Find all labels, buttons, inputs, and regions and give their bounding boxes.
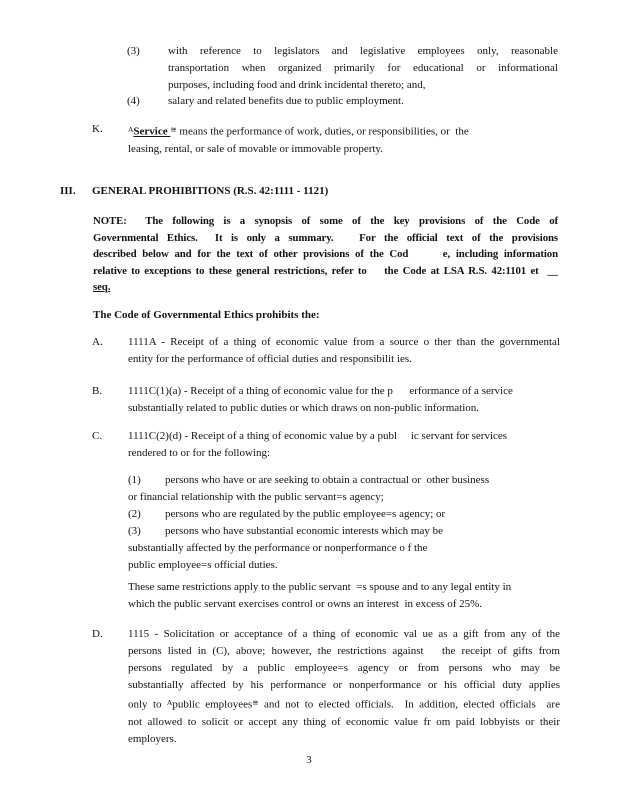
text-run: which the public servant exercises control or owns an interest in excess of 25%. [128,598,483,610]
text-run: entity for the performance of official duties and responsibilit ies. [128,353,412,365]
item-c-spouse-note [128,579,560,613]
text-run: substantially affected by the performance or nonperformance o f the [128,542,428,554]
text-run: (1) [128,474,141,486]
text-run: not allowed to solicit or accept any thing of economic value fr om paid lobbyists or their [128,715,560,728]
text-run: persons listed in (C), above; however, the restrictions against the receipt of gifts from [128,645,560,657]
text-line [128,557,560,574]
section-iii-numeral: III. [60,185,76,197]
item-c-text [128,428,560,462]
text-line [128,383,560,400]
text-run: __ [547,264,558,277]
prohibition-item-d [92,626,560,748]
text-line [128,643,560,660]
prohibits-text: The Code of Governmental Ethics prohibits the: [93,309,320,321]
text-line [128,596,560,613]
text-line [93,213,558,230]
item-c-label: C. [92,430,103,442]
text-run: salary and related benefits due to public employment. [168,95,404,107]
text-line [128,351,560,368]
text-line [93,246,558,263]
text-run: leasing, rental, or sale of movable or immovable property. [128,142,383,155]
item-d-label: D. [92,628,103,640]
text-run: public employee=s official duties. [128,559,278,571]
text-run: (3) [128,525,141,537]
subitem-4-number: (4) [127,95,140,107]
text-line [128,472,560,489]
text-line [168,43,558,60]
text-run: ≅ [252,698,259,707]
text-line [168,77,558,94]
definition-item-k [92,121,560,158]
text-run: seq. [93,281,111,293]
section-iii-title: GENERAL PROHIBITIONS (R.S. 42:1111 - 1121) [92,185,329,197]
note-paragraph [93,213,558,296]
item-a-label: A. [92,336,103,348]
section-iii-heading [60,183,560,200]
text-run: A [128,125,134,134]
item-a-text [128,334,560,368]
text-run: persons who have or are seeking to obtain a contractual or other business [165,474,490,486]
subitem-4-text [168,93,558,110]
text-line [93,263,558,280]
text-run: Governmental Ethics. It is only a summary. For the official text of the provisions [93,231,558,244]
text-run: NOTE: The following is a synopsis of some of the key provisions of the Code of [93,215,558,227]
text-line [128,506,560,523]
text-run: employers. [128,732,177,745]
prohibition-item-c [92,428,560,462]
text-line [128,677,560,694]
text-line [128,334,560,351]
text-run: purposes, including food and drink incidental thereto; and, [168,79,426,91]
text-run: substantially related to public duties or which draws on non-public information. [128,402,480,414]
text-line [128,489,560,506]
text-run: 1111C(1)(a) - Receipt of a thing of economic value for the p erformance of a service [128,385,513,397]
definition-subitem-4 [127,93,558,110]
subitem-3-number: (3) [127,45,140,57]
text-run: A [166,698,173,707]
text-line [93,230,558,247]
prohibition-item-a [92,334,560,368]
text-run: and not to elected officials. In addition, elected officials are [258,698,560,711]
text-run: rendered to or for the following: [128,447,271,459]
text-line [128,400,560,417]
text-run: public employees [172,698,253,711]
text-line [128,714,560,731]
text-run: persons regulated by a public employee=s agency or from persons who may be [128,662,560,674]
item-c-sublist [128,472,560,574]
text-line [168,93,558,110]
text-line [128,731,560,748]
item-b-label: B. [92,385,103,397]
subitem-3-text [168,43,558,94]
text-run: means the performance of work, duties, or responsibilities, or the [176,125,469,138]
text-run: substantially affected by his performance or nonperformance or his official duty applies [128,679,560,691]
text-line [128,626,560,643]
item-k-label: K. [92,123,103,135]
text-run: persons who have substantial economic interests which may be [165,525,443,537]
text-run: relative to exceptions to these general restrictions, refer to the Code at LSA R.S. 42:1101 et [93,264,548,277]
text-line [128,660,560,677]
prohibition-item-b [92,383,560,417]
prohibits-lead-in [93,307,558,324]
text-run: 1115 - Solicitation or acceptance of a thing of economic val ue as a gift from any of the [128,628,560,640]
text-run: (2) [128,508,141,520]
item-k-text [128,121,560,158]
text-run: Service [133,125,171,138]
item-d-text [128,626,560,748]
item-b-text [128,383,560,417]
text-line [128,428,560,445]
text-run: or financial relationship with the public servant=s agency; [128,491,384,503]
text-line [128,694,560,714]
text-run: ≅ [170,125,177,134]
text-line [128,141,560,158]
text-line [128,523,560,540]
page-number: 3 [306,754,312,766]
text-line [168,60,558,77]
text-line [128,579,560,596]
text-line [128,445,560,462]
text-run: 1111C(2)(d) - Receipt of a thing of economic value by a publ ic servant for services [128,430,508,442]
text-line [128,540,560,557]
text-run: with reference to legislators and legislative employees only, reasonable [168,45,558,57]
text-run: These same restrictions apply to the public servant =s spouse and to any legal entity in [128,581,512,593]
text-run: 1111A - Receipt of a thing of economic value from a source o ther than the governmental [128,336,560,348]
text-run: described below and for the text of other provisions of the Cod e, including information [93,248,558,260]
text-run: only to [128,698,167,711]
text-run: persons who are regulated by the public employee=s agency; or [165,508,446,520]
text-line [93,279,558,296]
text-line [128,121,560,141]
definition-subitem-3 [127,43,558,94]
text-run: transportation when organized primarily for educational or informational [168,62,558,74]
